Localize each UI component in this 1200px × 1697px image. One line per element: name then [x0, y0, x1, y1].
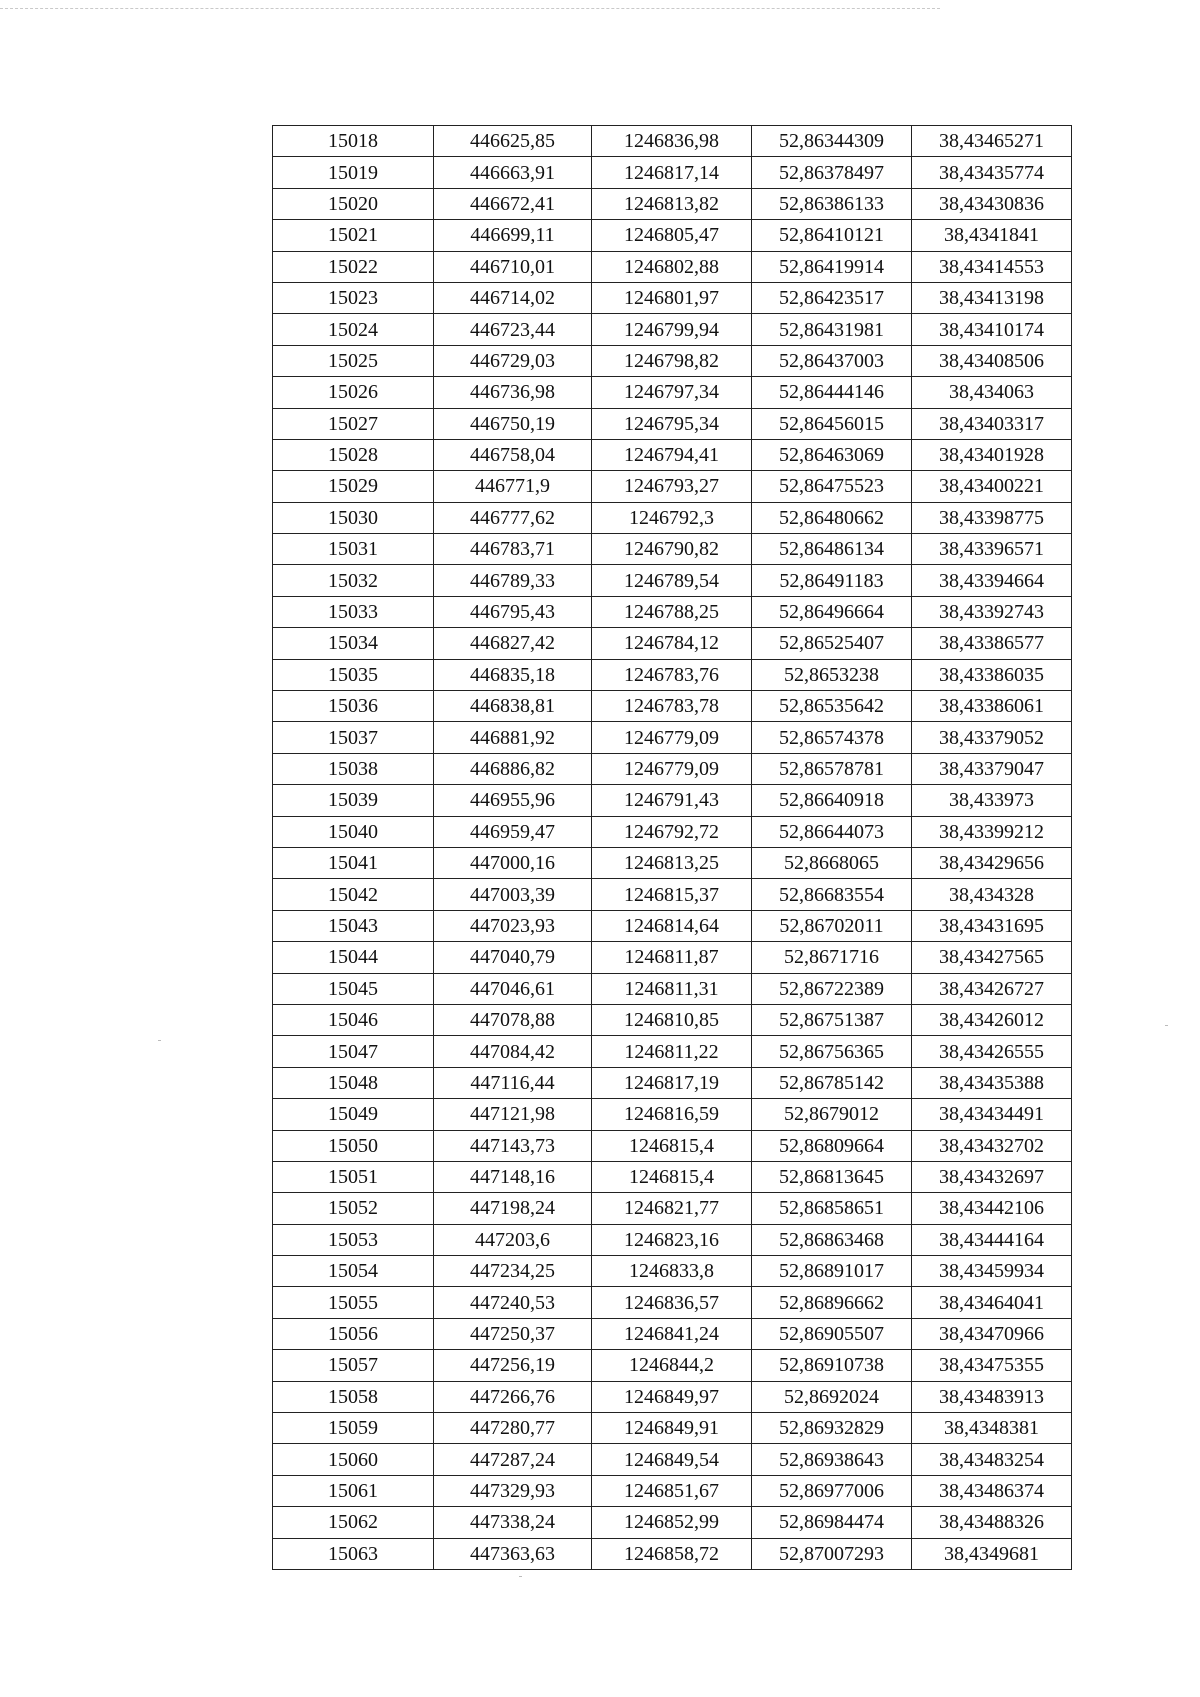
point-number-cell: 15034 [273, 628, 434, 659]
table-row [273, 1161, 1072, 1192]
y-coordinate-cell: 1246793,27 [592, 471, 752, 502]
y-coordinate-cell: 1246784,12 [592, 628, 752, 659]
y-coordinate-cell: 1246858,72 [592, 1538, 752, 1569]
table-row [273, 753, 1072, 784]
x-coordinate-cell: 447250,37 [434, 1318, 592, 1349]
x-coordinate-cell: 447240,53 [434, 1287, 592, 1318]
x-coordinate-cell: 447280,77 [434, 1413, 592, 1444]
x-coordinate-cell: 446663,91 [434, 157, 592, 188]
latitude-cell: 52,86344309 [752, 126, 912, 157]
x-coordinate-cell: 447198,24 [434, 1193, 592, 1224]
point-number-cell: 15023 [273, 282, 434, 313]
table-row [273, 345, 1072, 376]
longitude-cell: 38,43386035 [912, 659, 1072, 690]
latitude-cell: 52,86456015 [752, 408, 912, 439]
table-row [273, 910, 1072, 941]
point-number-cell: 15036 [273, 691, 434, 722]
table-row [273, 534, 1072, 565]
y-coordinate-cell: 1246817,19 [592, 1067, 752, 1098]
longitude-cell: 38,4341841 [912, 220, 1072, 251]
latitude-cell: 52,86984474 [752, 1507, 912, 1538]
latitude-cell: 52,86475523 [752, 471, 912, 502]
point-number-cell: 15026 [273, 377, 434, 408]
table-row [273, 1004, 1072, 1035]
longitude-cell: 38,43434491 [912, 1099, 1072, 1130]
y-coordinate-cell: 1246815,4 [592, 1161, 752, 1192]
table-row [273, 1099, 1072, 1130]
table-row [273, 596, 1072, 627]
table-row [273, 471, 1072, 502]
longitude-cell: 38,43413198 [912, 282, 1072, 313]
table-row [273, 251, 1072, 282]
y-coordinate-cell: 1246841,24 [592, 1318, 752, 1349]
longitude-cell: 38,43386061 [912, 691, 1072, 722]
point-number-cell: 15019 [273, 157, 434, 188]
latitude-cell: 52,86644073 [752, 816, 912, 847]
longitude-cell: 38,43430836 [912, 188, 1072, 219]
point-number-cell: 15046 [273, 1004, 434, 1035]
y-coordinate-cell: 1246799,94 [592, 314, 752, 345]
point-number-cell: 15044 [273, 942, 434, 973]
x-coordinate-cell: 446789,33 [434, 565, 592, 596]
y-coordinate-cell: 1246814,64 [592, 910, 752, 941]
table-row [273, 691, 1072, 722]
y-coordinate-cell: 1246815,37 [592, 879, 752, 910]
longitude-cell: 38,43379052 [912, 722, 1072, 753]
table-row [273, 1256, 1072, 1287]
longitude-cell: 38,43486374 [912, 1475, 1072, 1506]
latitude-cell: 52,86378497 [752, 157, 912, 188]
point-number-cell: 15029 [273, 471, 434, 502]
y-coordinate-cell: 1246833,8 [592, 1256, 752, 1287]
x-coordinate-cell: 447338,24 [434, 1507, 592, 1538]
longitude-cell: 38,43435388 [912, 1067, 1072, 1098]
table-row [273, 1224, 1072, 1255]
y-coordinate-cell: 1246811,87 [592, 942, 752, 973]
latitude-cell: 52,86640918 [752, 785, 912, 816]
scan-speck [1165, 1025, 1168, 1026]
x-coordinate-cell: 447363,63 [434, 1538, 592, 1569]
table-row [273, 785, 1072, 816]
x-coordinate-cell: 446625,85 [434, 126, 592, 157]
point-number-cell: 15035 [273, 659, 434, 690]
longitude-cell: 38,434328 [912, 879, 1072, 910]
x-coordinate-cell: 447234,25 [434, 1256, 592, 1287]
point-number-cell: 15063 [273, 1538, 434, 1569]
latitude-cell: 52,86809664 [752, 1130, 912, 1161]
scan-speck [519, 1576, 522, 1577]
point-number-cell: 15021 [273, 220, 434, 251]
longitude-cell: 38,43414553 [912, 251, 1072, 282]
table-row [273, 1413, 1072, 1444]
y-coordinate-cell: 1246815,4 [592, 1130, 752, 1161]
x-coordinate-cell: 446699,11 [434, 220, 592, 251]
y-coordinate-cell: 1246844,2 [592, 1350, 752, 1381]
table-row [273, 847, 1072, 878]
table-row [273, 565, 1072, 596]
longitude-cell: 38,43432697 [912, 1161, 1072, 1192]
table-row [273, 1381, 1072, 1412]
point-number-cell: 15059 [273, 1413, 434, 1444]
longitude-cell: 38,43426727 [912, 973, 1072, 1004]
coordinates-table [272, 125, 1072, 1570]
table-row [273, 1507, 1072, 1538]
y-coordinate-cell: 1246821,77 [592, 1193, 752, 1224]
table-row [273, 502, 1072, 533]
point-number-cell: 15030 [273, 502, 434, 533]
longitude-cell: 38,43427565 [912, 942, 1072, 973]
point-number-cell: 15041 [273, 847, 434, 878]
point-number-cell: 15022 [273, 251, 434, 282]
table-row [273, 377, 1072, 408]
latitude-cell: 52,86891017 [752, 1256, 912, 1287]
latitude-cell: 52,86535642 [752, 691, 912, 722]
latitude-cell: 52,8679012 [752, 1099, 912, 1130]
latitude-cell: 52,8653238 [752, 659, 912, 690]
x-coordinate-cell: 446771,9 [434, 471, 592, 502]
y-coordinate-cell: 1246805,47 [592, 220, 752, 251]
x-coordinate-cell: 447000,16 [434, 847, 592, 878]
x-coordinate-cell: 447287,24 [434, 1444, 592, 1475]
point-number-cell: 15032 [273, 565, 434, 596]
latitude-cell: 52,86751387 [752, 1004, 912, 1035]
table-row [273, 1475, 1072, 1506]
point-number-cell: 15018 [273, 126, 434, 157]
table-row [273, 408, 1072, 439]
point-number-cell: 15052 [273, 1193, 434, 1224]
longitude-cell: 38,43464041 [912, 1287, 1072, 1318]
table-row [273, 1130, 1072, 1161]
point-number-cell: 15020 [273, 188, 434, 219]
y-coordinate-cell: 1246849,91 [592, 1413, 752, 1444]
latitude-cell: 52,86486134 [752, 534, 912, 565]
point-number-cell: 15057 [273, 1350, 434, 1381]
latitude-cell: 52,86932829 [752, 1413, 912, 1444]
latitude-cell: 52,86683554 [752, 879, 912, 910]
x-coordinate-cell: 446835,18 [434, 659, 592, 690]
table-row [273, 1350, 1072, 1381]
x-coordinate-cell: 447003,39 [434, 879, 592, 910]
x-coordinate-cell: 446795,43 [434, 596, 592, 627]
longitude-cell: 38,43435774 [912, 157, 1072, 188]
table-row [273, 1444, 1072, 1475]
y-coordinate-cell: 1246802,88 [592, 251, 752, 282]
latitude-cell: 52,86722389 [752, 973, 912, 1004]
table-row [273, 816, 1072, 847]
x-coordinate-cell: 447046,61 [434, 973, 592, 1004]
longitude-cell: 38,43401928 [912, 439, 1072, 470]
y-coordinate-cell: 1246823,16 [592, 1224, 752, 1255]
longitude-cell: 38,43399212 [912, 816, 1072, 847]
x-coordinate-cell: 446827,42 [434, 628, 592, 659]
point-number-cell: 15037 [273, 722, 434, 753]
table-row [273, 722, 1072, 753]
x-coordinate-cell: 447116,44 [434, 1067, 592, 1098]
point-number-cell: 15048 [273, 1067, 434, 1098]
x-coordinate-cell: 446955,96 [434, 785, 592, 816]
longitude-cell: 38,43392743 [912, 596, 1072, 627]
y-coordinate-cell: 1246783,78 [592, 691, 752, 722]
longitude-cell: 38,434063 [912, 377, 1072, 408]
longitude-cell: 38,43429656 [912, 847, 1072, 878]
longitude-cell: 38,433973 [912, 785, 1072, 816]
table-row [273, 1538, 1072, 1569]
x-coordinate-cell: 446959,47 [434, 816, 592, 847]
y-coordinate-cell: 1246817,14 [592, 157, 752, 188]
point-number-cell: 15045 [273, 973, 434, 1004]
latitude-cell: 52,86905507 [752, 1318, 912, 1349]
point-number-cell: 15058 [273, 1381, 434, 1412]
latitude-cell: 52,86491183 [752, 565, 912, 596]
table-row [273, 314, 1072, 345]
y-coordinate-cell: 1246836,57 [592, 1287, 752, 1318]
longitude-cell: 38,43483913 [912, 1381, 1072, 1412]
latitude-cell: 52,86938643 [752, 1444, 912, 1475]
point-number-cell: 15042 [273, 879, 434, 910]
table-row [273, 659, 1072, 690]
latitude-cell: 52,86578781 [752, 753, 912, 784]
table-row [273, 188, 1072, 219]
y-coordinate-cell: 1246779,09 [592, 753, 752, 784]
y-coordinate-cell: 1246791,43 [592, 785, 752, 816]
latitude-cell: 52,8668065 [752, 847, 912, 878]
latitude-cell: 52,86480662 [752, 502, 912, 533]
y-coordinate-cell: 1246849,54 [592, 1444, 752, 1475]
point-number-cell: 15051 [273, 1161, 434, 1192]
y-coordinate-cell: 1246788,25 [592, 596, 752, 627]
x-coordinate-cell: 446881,92 [434, 722, 592, 753]
x-coordinate-cell: 447040,79 [434, 942, 592, 973]
y-coordinate-cell: 1246810,85 [592, 1004, 752, 1035]
table-row [273, 126, 1072, 157]
latitude-cell: 52,86910738 [752, 1350, 912, 1381]
latitude-cell: 52,86410121 [752, 220, 912, 251]
latitude-cell: 52,86437003 [752, 345, 912, 376]
x-coordinate-cell: 446736,98 [434, 377, 592, 408]
latitude-cell: 52,86525407 [752, 628, 912, 659]
point-number-cell: 15055 [273, 1287, 434, 1318]
latitude-cell: 52,86896662 [752, 1287, 912, 1318]
y-coordinate-cell: 1246813,25 [592, 847, 752, 878]
point-number-cell: 15050 [273, 1130, 434, 1161]
point-number-cell: 15043 [273, 910, 434, 941]
x-coordinate-cell: 446777,62 [434, 502, 592, 533]
table-row [273, 282, 1072, 313]
x-coordinate-cell: 446783,71 [434, 534, 592, 565]
point-number-cell: 15039 [273, 785, 434, 816]
latitude-cell: 52,87007293 [752, 1538, 912, 1569]
scan-speck [158, 1040, 161, 1041]
latitude-cell: 52,86977006 [752, 1475, 912, 1506]
longitude-cell: 38,43431695 [912, 910, 1072, 941]
point-number-cell: 15024 [273, 314, 434, 345]
point-number-cell: 15047 [273, 1036, 434, 1067]
x-coordinate-cell: 446672,41 [434, 188, 592, 219]
longitude-cell: 38,43483254 [912, 1444, 1072, 1475]
x-coordinate-cell: 446729,03 [434, 345, 592, 376]
latitude-cell: 52,86496664 [752, 596, 912, 627]
y-coordinate-cell: 1246797,34 [592, 377, 752, 408]
point-number-cell: 15027 [273, 408, 434, 439]
point-number-cell: 15060 [273, 1444, 434, 1475]
y-coordinate-cell: 1246852,99 [592, 1507, 752, 1538]
latitude-cell: 52,86756365 [752, 1036, 912, 1067]
point-number-cell: 15054 [273, 1256, 434, 1287]
x-coordinate-cell: 446886,82 [434, 753, 592, 784]
longitude-cell: 38,43432702 [912, 1130, 1072, 1161]
x-coordinate-cell: 447078,88 [434, 1004, 592, 1035]
latitude-cell: 52,86858651 [752, 1193, 912, 1224]
longitude-cell: 38,43444164 [912, 1224, 1072, 1255]
y-coordinate-cell: 1246851,67 [592, 1475, 752, 1506]
table-row [273, 973, 1072, 1004]
longitude-cell: 38,43396571 [912, 534, 1072, 565]
table-row [273, 1036, 1072, 1067]
y-coordinate-cell: 1246811,22 [592, 1036, 752, 1067]
point-number-cell: 15049 [273, 1099, 434, 1130]
longitude-cell: 38,43400221 [912, 471, 1072, 502]
y-coordinate-cell: 1246783,76 [592, 659, 752, 690]
latitude-cell: 52,86702011 [752, 910, 912, 941]
y-coordinate-cell: 1246798,82 [592, 345, 752, 376]
longitude-cell: 38,43426555 [912, 1036, 1072, 1067]
y-coordinate-cell: 1246790,82 [592, 534, 752, 565]
longitude-cell: 38,43465271 [912, 126, 1072, 157]
point-number-cell: 15028 [273, 439, 434, 470]
longitude-cell: 38,4349681 [912, 1538, 1072, 1569]
y-coordinate-cell: 1246795,34 [592, 408, 752, 439]
x-coordinate-cell: 447023,93 [434, 910, 592, 941]
longitude-cell: 38,43398775 [912, 502, 1072, 533]
table-row [273, 628, 1072, 659]
x-coordinate-cell: 447203,6 [434, 1224, 592, 1255]
longitude-cell: 38,43426012 [912, 1004, 1072, 1035]
longitude-cell: 38,43410174 [912, 314, 1072, 345]
x-coordinate-cell: 446710,01 [434, 251, 592, 282]
point-number-cell: 15040 [273, 816, 434, 847]
table-row [273, 1193, 1072, 1224]
x-coordinate-cell: 447143,73 [434, 1130, 592, 1161]
latitude-cell: 52,86813645 [752, 1161, 912, 1192]
y-coordinate-cell: 1246789,54 [592, 565, 752, 596]
y-coordinate-cell: 1246816,59 [592, 1099, 752, 1130]
table-row [273, 1318, 1072, 1349]
y-coordinate-cell: 1246792,3 [592, 502, 752, 533]
x-coordinate-cell: 447084,42 [434, 1036, 592, 1067]
table-row [273, 1287, 1072, 1318]
longitude-cell: 38,43442106 [912, 1193, 1072, 1224]
table-row [273, 1067, 1072, 1098]
table-row [273, 439, 1072, 470]
latitude-cell: 52,86574378 [752, 722, 912, 753]
scan-edge-line [0, 8, 940, 10]
x-coordinate-cell: 446750,19 [434, 408, 592, 439]
point-number-cell: 15033 [273, 596, 434, 627]
x-coordinate-cell: 446714,02 [434, 282, 592, 313]
coordinates-table-body [273, 126, 1072, 1570]
longitude-cell: 38,43475355 [912, 1350, 1072, 1381]
longitude-cell: 38,43408506 [912, 345, 1072, 376]
latitude-cell: 52,86444146 [752, 377, 912, 408]
point-number-cell: 15062 [273, 1507, 434, 1538]
point-number-cell: 15056 [273, 1318, 434, 1349]
y-coordinate-cell: 1246836,98 [592, 126, 752, 157]
x-coordinate-cell: 447148,16 [434, 1161, 592, 1192]
x-coordinate-cell: 446723,44 [434, 314, 592, 345]
latitude-cell: 52,8671716 [752, 942, 912, 973]
x-coordinate-cell: 446838,81 [434, 691, 592, 722]
latitude-cell: 52,86863468 [752, 1224, 912, 1255]
point-number-cell: 15038 [273, 753, 434, 784]
latitude-cell: 52,86386133 [752, 188, 912, 219]
point-number-cell: 15053 [273, 1224, 434, 1255]
y-coordinate-cell: 1246813,82 [592, 188, 752, 219]
y-coordinate-cell: 1246801,97 [592, 282, 752, 313]
latitude-cell: 52,8692024 [752, 1381, 912, 1412]
y-coordinate-cell: 1246811,31 [592, 973, 752, 1004]
longitude-cell: 38,43470966 [912, 1318, 1072, 1349]
longitude-cell: 38,43379047 [912, 753, 1072, 784]
latitude-cell: 52,86419914 [752, 251, 912, 282]
y-coordinate-cell: 1246849,97 [592, 1381, 752, 1412]
x-coordinate-cell: 447329,93 [434, 1475, 592, 1506]
latitude-cell: 52,86431981 [752, 314, 912, 345]
latitude-cell: 52,86785142 [752, 1067, 912, 1098]
latitude-cell: 52,86463069 [752, 439, 912, 470]
longitude-cell: 38,43403317 [912, 408, 1072, 439]
x-coordinate-cell: 446758,04 [434, 439, 592, 470]
longitude-cell: 38,43488326 [912, 1507, 1072, 1538]
y-coordinate-cell: 1246792,72 [592, 816, 752, 847]
x-coordinate-cell: 447256,19 [434, 1350, 592, 1381]
y-coordinate-cell: 1246779,09 [592, 722, 752, 753]
y-coordinate-cell: 1246794,41 [592, 439, 752, 470]
longitude-cell: 38,43386577 [912, 628, 1072, 659]
table-row [273, 879, 1072, 910]
table-row [273, 157, 1072, 188]
point-number-cell: 15025 [273, 345, 434, 376]
x-coordinate-cell: 447266,76 [434, 1381, 592, 1412]
longitude-cell: 38,43459934 [912, 1256, 1072, 1287]
longitude-cell: 38,43394664 [912, 565, 1072, 596]
latitude-cell: 52,86423517 [752, 282, 912, 313]
point-number-cell: 15061 [273, 1475, 434, 1506]
x-coordinate-cell: 447121,98 [434, 1099, 592, 1130]
point-number-cell: 15031 [273, 534, 434, 565]
table-row [273, 942, 1072, 973]
longitude-cell: 38,4348381 [912, 1413, 1072, 1444]
table-row [273, 220, 1072, 251]
